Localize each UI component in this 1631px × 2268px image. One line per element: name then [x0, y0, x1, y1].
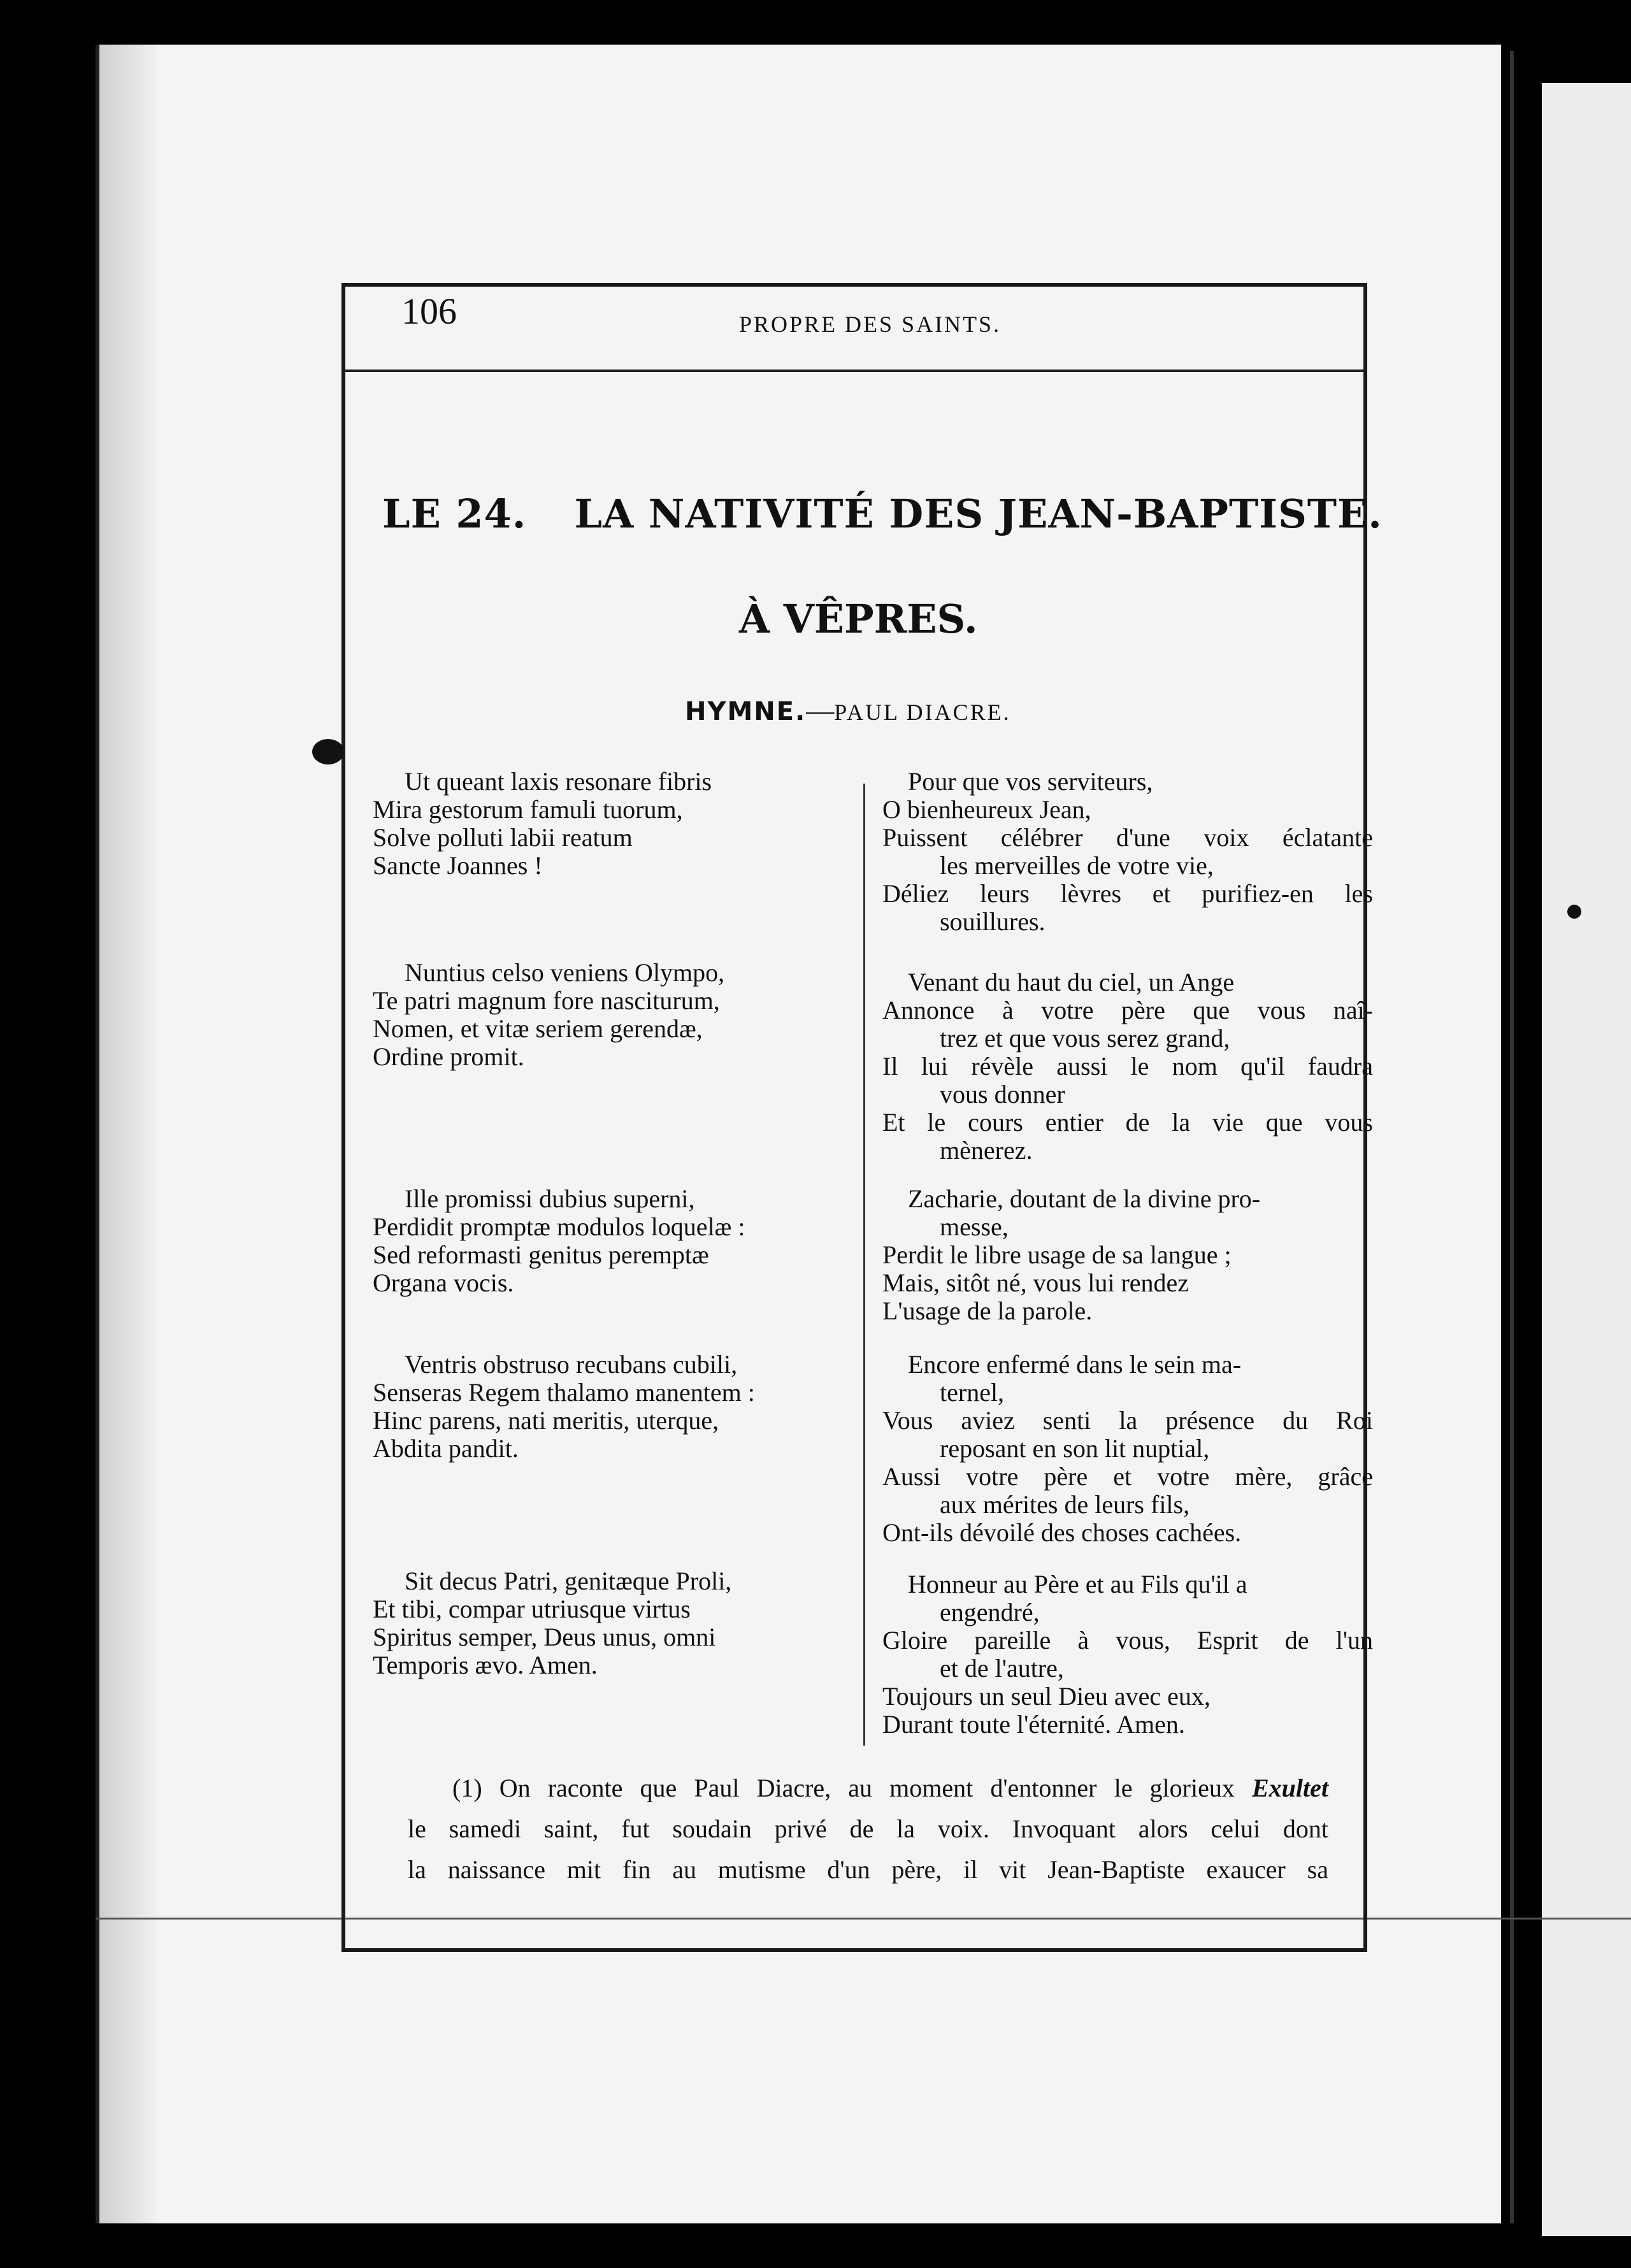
latin-verse: Te patri magnum fore nasciturum, — [373, 986, 720, 1015]
running-head: PROPRE DES SAINTS. — [739, 312, 1002, 337]
french-verse: Durant toute l'éternité. Amen. — [882, 1710, 1185, 1739]
latin-verse: Mira gestorum famuli tuorum, — [373, 795, 683, 824]
hymn-label: HYMNE. — [685, 697, 807, 726]
french-verse: vous donner — [940, 1080, 1065, 1109]
feast-heading — [382, 491, 1383, 537]
latin-stanza — [373, 1351, 755, 1463]
french-verse: ternel, — [940, 1378, 1005, 1407]
latin-verse: Senseras Regem thalamo manentem : — [373, 1378, 755, 1407]
latin-verse: Ventris obstruso recubans cubili, — [405, 1350, 738, 1379]
column-divider — [863, 784, 865, 1746]
latin-verse: Ut queant laxis resonare fibris — [405, 767, 712, 796]
hymn-dash: — — [806, 695, 835, 726]
french-verse: reposant en son lit nuptial, — [940, 1434, 1210, 1463]
french-verse: O bienheureux Jean, — [882, 795, 1091, 824]
footnote-line2: le samedi saint, fut soudain privé de la voix. Invoquant alors celui dont — [408, 1814, 1328, 1843]
footnote-line1: (1) On raconte que Paul Diacre, au moment d'entonner le glorieux — [452, 1774, 1235, 1802]
french-verse: Toujours un seul Dieu avec eux, — [882, 1682, 1211, 1711]
french-verse: Pour que vos serviteurs, — [908, 767, 1153, 796]
latin-verse: Et tibi, compar utriusque virtus — [373, 1595, 691, 1623]
french-verse: souillures. — [940, 907, 1045, 936]
french-verse: Venant du haut du ciel, un Ange — [908, 968, 1235, 996]
french-stanza — [882, 1351, 1373, 1547]
french-verse: Zacharie, doutant de la divine pro- — [908, 1184, 1261, 1213]
latin-stanza — [373, 1567, 731, 1679]
latin-verse: Sed reformasti genitus peremptæ — [373, 1240, 709, 1269]
latin-verse: Abdita pandit. — [373, 1434, 519, 1463]
footnote-line — [408, 1768, 1328, 1809]
french-verse: engendré, — [940, 1598, 1040, 1626]
french-verse: Encore enfermé dans le sein ma- — [908, 1350, 1242, 1379]
french-stanza — [882, 968, 1373, 1165]
footnote — [408, 1768, 1328, 1890]
french-verse: Et le cours entier de la vie que vous — [882, 1108, 1373, 1137]
latin-verse: Nomen, et vitæ seriem gerendæ, — [373, 1014, 703, 1043]
french-verse: Perdit le libre usage de sa langue ; — [882, 1240, 1232, 1269]
french-verse: mènerez. — [940, 1136, 1033, 1165]
french-stanza — [882, 1570, 1373, 1739]
hymn-heading — [685, 694, 1011, 727]
latin-verse: Solve polluti labii reatum — [373, 823, 633, 852]
french-verse: Honneur au Père et au Fils qu'il a — [908, 1570, 1247, 1598]
feast-title: LA NATIVITÉ DES JEAN-BAPTISTE. — [574, 491, 1383, 537]
latin-verse: Sancte Joannes ! — [373, 851, 543, 880]
french-verse: et de l'autre, — [940, 1654, 1064, 1683]
latin-verse: Hinc parens, nati meritis, uterque, — [373, 1406, 719, 1435]
french-verse: Annonce à votre père que vous naî- — [882, 996, 1373, 1024]
french-verse: Mais, sitôt né, vous lui rendez — [882, 1268, 1189, 1297]
office-title: À VÊPRES. — [739, 596, 978, 642]
french-verse: messe, — [940, 1212, 1009, 1241]
latin-verse: Perdidit promptæ modulos loquelæ : — [373, 1212, 745, 1241]
french-verse: les merveilles de votre vie, — [940, 851, 1214, 880]
french-stanza — [882, 1185, 1373, 1325]
latin-stanza — [373, 1185, 745, 1297]
french-verse: Ont-ils dévoilé des choses cachées. — [882, 1518, 1242, 1547]
latin-verse: Temporis ævo. Amen. — [373, 1651, 598, 1679]
latin-verse: Ordine promit. — [373, 1042, 524, 1071]
french-verse: L'usage de la parole. — [882, 1296, 1093, 1325]
latin-stanza — [373, 768, 712, 880]
latin-verse: Spiritus semper, Deus unus, omni — [373, 1623, 716, 1651]
footnote-italic: Exultet — [1251, 1774, 1328, 1802]
french-verse: Puissent célébrer d'une voix éclatante — [882, 823, 1373, 852]
latin-verse: Ille promissi dubius superni, — [405, 1184, 695, 1213]
french-verse: Gloire pareille à vous, Esprit de l'un — [882, 1626, 1373, 1654]
french-verse: Aussi votre père et votre mère, grâce — [882, 1462, 1373, 1491]
french-stanza — [882, 768, 1373, 936]
latin-verse: Sit decus Patri, genitæque Proli, — [405, 1567, 732, 1595]
french-verse: Vous aviez senti la présence du Roi — [882, 1406, 1373, 1435]
ink-blot — [312, 739, 344, 764]
footnote-line3: la naissance mit fin au mutisme d'un père, il vit Jean-Baptiste exaucer sa — [408, 1855, 1328, 1884]
hymn-author: PAUL DIACRE. — [834, 700, 1011, 725]
latin-verse: Organa vocis. — [373, 1268, 514, 1297]
french-verse: trez et que vous serez grand, — [940, 1024, 1230, 1052]
french-verse: aux mérites de leurs fils, — [940, 1490, 1190, 1519]
page-number: 106 — [401, 291, 457, 332]
french-verse: Déliez leurs lèvres et purifiez-en les — [882, 879, 1373, 908]
ink-dot — [1567, 905, 1581, 919]
feast-date: LE 24. — [382, 491, 527, 537]
latin-stanza — [373, 959, 724, 1071]
french-verse: Il lui révèle aussi le nom qu'il faudra — [882, 1052, 1373, 1080]
page-edge — [1510, 51, 1514, 2223]
latin-verse: Nuntius celso veniens Olympo, — [405, 958, 725, 987]
next-page-edge — [1542, 83, 1631, 2236]
